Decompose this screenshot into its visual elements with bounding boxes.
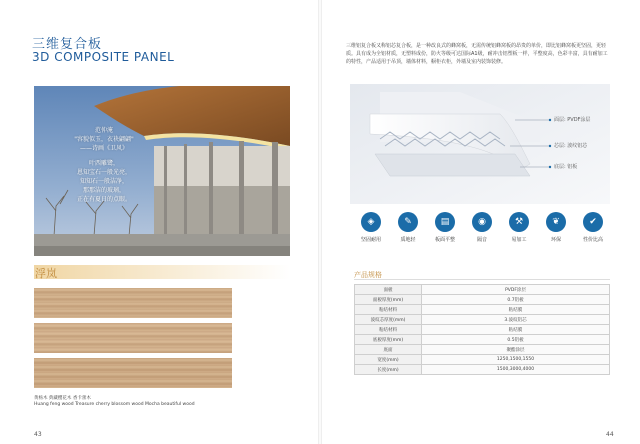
poem-line: 恩知宝石一般光亮， — [76, 169, 131, 176]
spec-key: 底面 — [355, 345, 422, 355]
feature-label: 性价比高 — [582, 237, 603, 243]
book-gutter — [318, 0, 322, 444]
table-row — [355, 335, 610, 345]
spec-value: 0.7铝板 — [422, 295, 610, 305]
spec-key: 粘结材料 — [355, 305, 422, 315]
feature-light — [393, 212, 423, 243]
spec-value: 聚酯涂层 — [422, 345, 610, 355]
tools-icon: ⚒ — [509, 212, 529, 232]
spec-value: 3.波纹铝芯 — [422, 315, 610, 325]
poem-line: 那那洁的玻璃， — [82, 187, 125, 194]
section-bar — [34, 265, 290, 279]
wood-sample-2 — [34, 323, 232, 353]
poem-line: 知知石一般洁净， — [79, 178, 128, 185]
feature-durable — [356, 212, 386, 243]
left-page — [0, 0, 316, 444]
shield-icon: ◈ — [361, 212, 381, 232]
spec-value: 粘结膜 — [422, 325, 610, 335]
feature-label: 环保 — [550, 237, 561, 243]
feature-label: 板面平整 — [434, 237, 455, 243]
feature-label: 易加工 — [511, 237, 527, 243]
spec-key: 波纹芯厚度(mm) — [355, 315, 422, 325]
feature-icons-row — [356, 212, 612, 252]
table-row — [355, 365, 610, 375]
poem-line: 正在有夏日的点眼。 — [76, 196, 131, 203]
panel-layer-diagram — [350, 84, 610, 204]
feature-flat — [430, 212, 460, 243]
spec-key: 粘结材料 — [355, 325, 422, 335]
feature-value — [578, 212, 608, 243]
feature-label: 坚固耐用 — [360, 237, 381, 243]
table-row — [355, 305, 610, 315]
leaf-icon: ❦ — [546, 212, 566, 232]
table-row — [355, 295, 610, 305]
poem-line: ——诗画《卫风》 — [79, 145, 128, 152]
wood-sample-3 — [34, 358, 232, 388]
wood-caption-en: Huang feng wood Treasure cherry blossom wood Mocha beautiful wood — [34, 402, 195, 407]
spec-divider — [354, 279, 610, 280]
spec-value: 粘结膜 — [422, 305, 610, 315]
diagram-label-top: 面层: PVDF涂层 — [554, 117, 591, 123]
poem-line: 范仲淹 — [94, 127, 113, 134]
thumbs-up-icon: ✔ — [583, 212, 603, 232]
diagram-label-bottom: 底层: 铝板 — [554, 164, 578, 170]
page-title-en: 3D COMPOSITE PANEL — [32, 50, 175, 64]
table-row — [355, 355, 610, 365]
diagram-label-core: 芯层: 波纹铝芯 — [554, 143, 588, 149]
right-page — [324, 0, 640, 444]
feature-label: 质地轻 — [400, 237, 416, 243]
page-number-right: 44 — [606, 431, 614, 438]
spec-value: 0.5铝板 — [422, 335, 610, 345]
spec-key: 面板厚度(mm) — [355, 295, 422, 305]
spec-title: 产品规格 — [354, 271, 382, 279]
feather-icon: ✎ — [398, 212, 418, 232]
poem-line: "容貌似玉，衣袂翩翩" — [74, 136, 134, 143]
feature-process — [504, 212, 534, 243]
poem-bottom — [72, 159, 136, 204]
poem-line: 叶西雕鹭， — [88, 160, 119, 167]
wood-sample-1 — [34, 288, 232, 318]
feature-eco — [541, 212, 571, 243]
table-row — [355, 285, 610, 295]
spec-key: 面板 — [355, 285, 422, 295]
section-title: 浮岚 — [35, 267, 57, 280]
poem-top — [74, 126, 134, 153]
wood-caption — [34, 396, 195, 408]
table-row — [355, 325, 610, 335]
spec-value: PVDF涂层 — [422, 285, 610, 295]
layers-icon: ▤ — [435, 212, 455, 232]
spec-value: 1250,1500,1550 — [422, 355, 610, 365]
page-number-left: 43 — [34, 431, 42, 438]
table-row — [355, 315, 610, 325]
sound-icon: ◉ — [472, 212, 492, 232]
wood-caption-cn: 黄杨木 典藏樱花木 香卡蕾木 — [34, 396, 91, 401]
spec-key: 底板厚度(mm) — [355, 335, 422, 345]
feature-sound — [467, 212, 497, 243]
spec-table — [354, 284, 610, 375]
spec-value: 1500,3000,4000 — [422, 365, 610, 375]
intro-text: 三维铝复合板又称铝芯复合板，是一种改良式的蜂窝板，无需传统铝蜂窝板的昂贵的单价，即比铝蜂窝板更坚固，更轻质。具有成为全铝材质，无塑料成份，防火等级可达国际A1级，耐冲击铝塑板一样，平整度高，色彩丰富，具有耐加工的特性，产品适用于吊顶，墙体材料，橱柜衣柜，外墙及室内装饰装修。 — [346, 43, 608, 65]
spec-key: 长度(mm) — [355, 365, 422, 375]
feature-label: 隔音 — [476, 237, 487, 243]
architecture-photo — [34, 86, 290, 256]
spec-key: 宽度(mm) — [355, 355, 422, 365]
page-title-cn: 三维复合板 — [32, 37, 103, 52]
table-row — [355, 345, 610, 355]
